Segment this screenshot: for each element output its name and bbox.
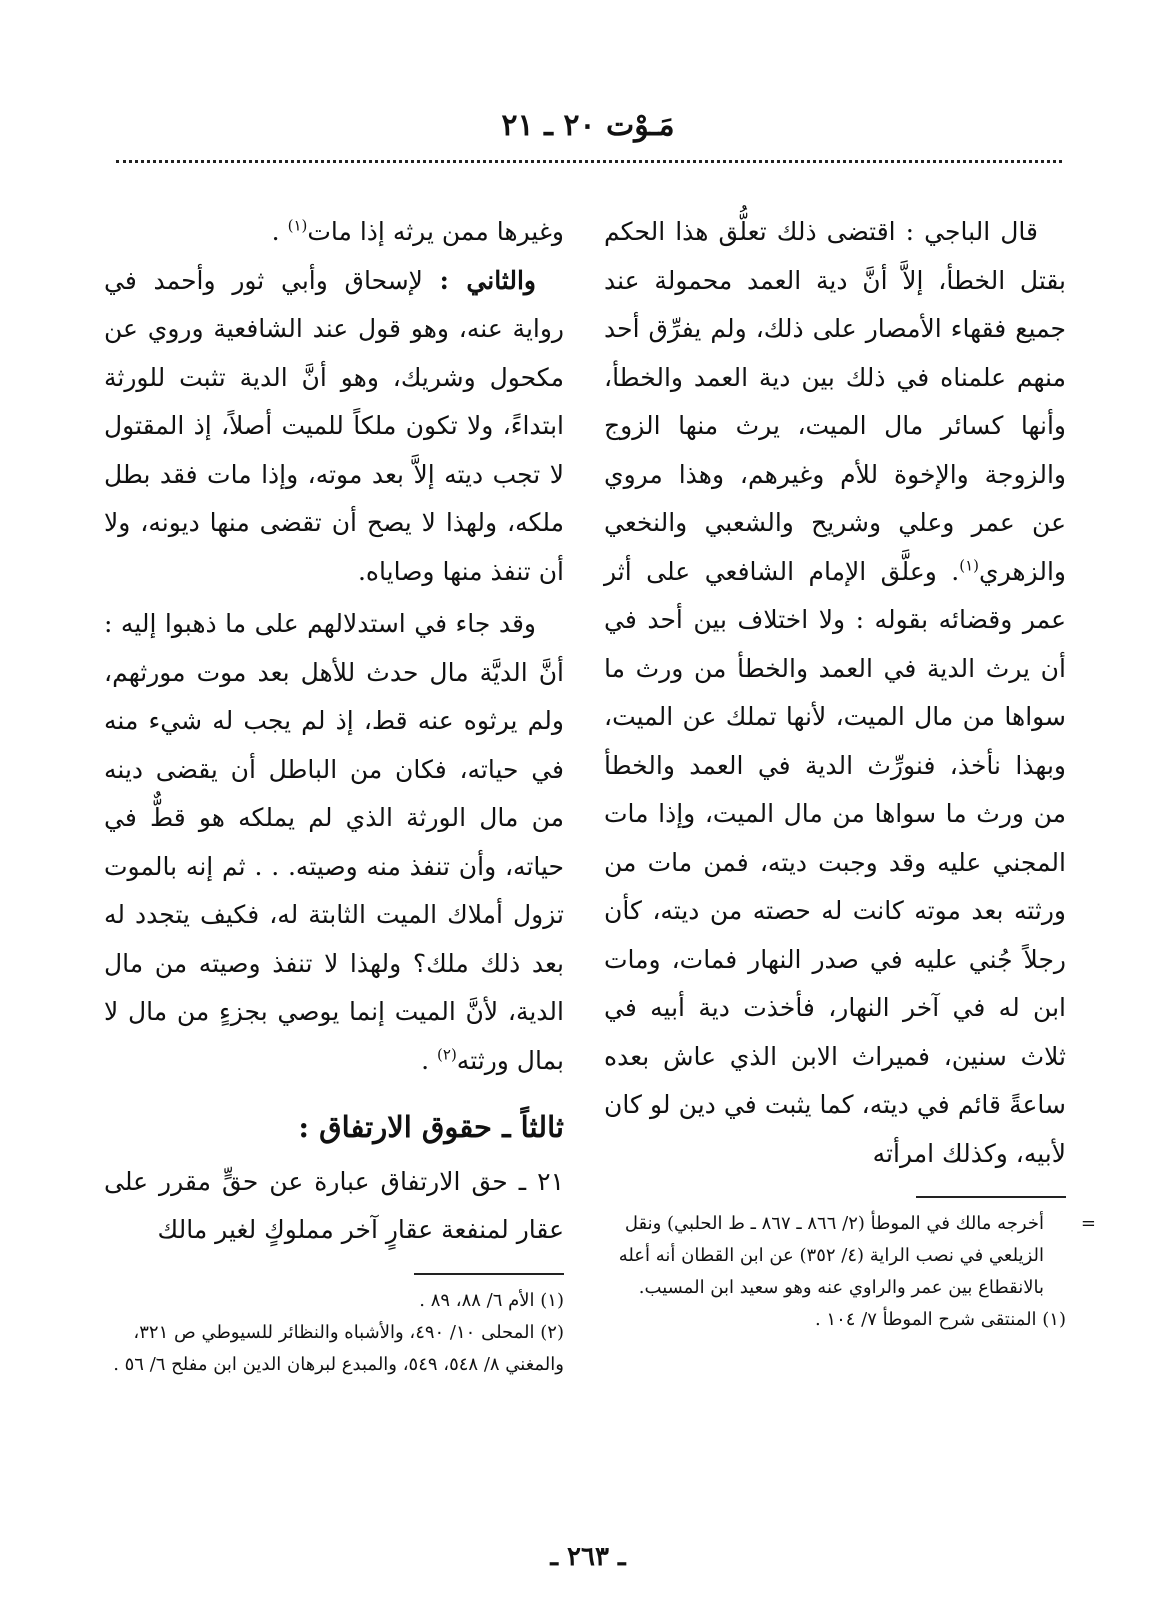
left-paragraph-1: وغيرها ممن يرثه إذا مات$^{(١)}$ . <box>271 216 564 246</box>
section-title: ثالثاً ـ حقوق الارتفاق : <box>298 1110 564 1144</box>
right-paragraph <box>604 208 1066 1178</box>
footnote-separator <box>414 1273 564 1275</box>
right-column <box>604 208 1096 1336</box>
right-paragraph-text-2: . وعلَّق الإمام الشافعي على أثر عمر وقضائه بقوله : ولا اختلاف بين أحد في أن يرث الدية في العمد والخطأ من ورث ما سواها من مال الميت، لأنها تملك عن الميت، وبهذا نأخذ، فنورِّث الدية في العمد والخطأ من ورث ما سواها من مال الميت، وإذا مات المجني عليه وقد وجبت ديته، فمن مات من ورثته بعد موته كانت له حصته من ديته، كأن رجلاً جُني عليه في صدر النهار فمات، ومات ابن له في آخر النهار، فأخذت دية أبيه في ثلاث سنين، فميراث الابن الذي عاش بعده ساعةً قائم في ديته، كما يثبت في دين لو كان لأبيه، وكذلك امرأته <box>604 556 1066 1168</box>
left-paragraph-3-text: وقد جاء في استدلالهم على ما ذهبوا إليه : أنَّ الديَّة مال حدث للأهل بعد موت مورثهم، ولم يرثوه عنه قط، إذ لم يجب له شيء منه في حياته، فكان من الباطل أن يقضى دينه من مال الورثة الذي لم يملكه هو قطٌّ في حياته، وأن تنفذ منه وصيته. . . ثم إنه بالموت تزول أملاك الميت الثابتة له، فكيف يتجدد له بعد ذلك ملك؟ ولهذا لا تنفذ وصيته من مال الدية، لأنَّ الميت إنما يوصي بجزءٍ من مال لا بمال ورثته <box>104 609 564 1075</box>
footnote-separator <box>916 1196 1066 1198</box>
left-paragraph-3: وقد جاء في استدلالهم على ما ذهبوا إليه : أنَّ الديَّة مال حدث للأهل بعد موت مورثهم، ولم يرثوه عنه قط، إذ لم يجب له شيء منه في حياته، فكان من الباطل أن يقضى دينه من مال الورثة الذي لم يملكه هو قطٌّ في حياته، وأن تنفذ منه وصيته. . . ثم إنه بالموت تزول أملاك الميت الثابتة له، فكيف يتجدد له بعد ذلك ملك؟ ولهذا لا تنفذ وصيته من مال الدية، لأنَّ الميت إنما يوصي بجزءٍ من مال لا بمال ورثته$^{(٢)}$ . <box>104 609 564 1075</box>
left-column <box>104 208 564 1381</box>
footnote-item: (١) المنتقى شرح الموطأ ٧/ ١٠٤ . <box>814 1309 1066 1330</box>
left-paragraph-4: ٢١ ـ حق الارتفاق عبارة عن حقٍّ مقرر على عقار لمنفعة عقارٍ آخر مملوكٍ لغير مالك <box>104 1166 564 1244</box>
left-footnotes <box>104 1285 564 1381</box>
header-dotted-rule <box>116 160 1062 163</box>
left-paragraph-2-text: لإسحاق وأبي ثور وأحمد في رواية عنه، وهو قول عند الشافعية وروي عن مكحول وشريك، وهو أنَّ الدية تثبت للورثة ابتداءً، ولا تكون ملكاً للميت أصلاً، إذ المقتول لا تجب ديته إلاَّ بعد موته، وإذا مات فقد بطل ملكه، ولهذا لا يصح أن تقضى منها ديونه، ولا أن تنفذ منها وصاياه. <box>104 265 564 586</box>
second-opinion-lead: والثاني : <box>439 265 536 295</box>
footnote-continuation-text: أخرجه مالك في الموطأ (٢/ ٨٦٦ ـ ٨٦٧ ـ ط الحلبي) ونقل الزيلعي في نصب الراية (٤/ ٣٥٢) عن ابن القطان أنه أعله بالانقطاع بين عمر والراوي عنه وهو سعيد ابن المسيب. <box>618 1213 1044 1298</box>
right-footnotes <box>604 1208 1096 1336</box>
footnote-item: (١) الأم ٦/ ٨٨، ٨٩ . <box>419 1289 564 1311</box>
footnote-ref: (١) <box>959 556 980 575</box>
footnote-continuation <box>604 1208 1096 1304</box>
running-header: مَـوْت ٢٠ ـ ٢١ <box>501 108 675 143</box>
continuation-mark: = <box>1080 1213 1096 1234</box>
left-paragraph-1-text: وغيرها ممن يرثه إذا مات <box>307 217 564 246</box>
footnote-ref: (١) <box>287 216 308 235</box>
page-number: ـ ٢٦٣ ـ <box>550 1542 626 1572</box>
footnote-item: (٢) المحلى ١٠/ ٤٩٠، والأشباه والنظائر للسيوطي ص ٣٢١، والمغني ٨/ ٥٤٨، ٥٤٩، والمبدع لبرهان الدين ابن مفلح ٦/ ٥٦ . <box>113 1321 564 1375</box>
right-paragraph-text-1: قال الباجي : اقتضى ذلك تعلُّق هذا الحكم بقتل الخطأ، إلاَّ أنَّ دية العمد محمولة عند جميع فقهاء الأمصار على ذلك، ولم يفرِّق أحد منهم علمناه في ذلك بين دية العمد والخطأ، وأنها كسائر مال الميت، يرث منها الزوج والزوجة والإخوة للأم وغيرهم، وهذا مروي عن عمر وعلي وشريح والشعبي والنخعي والزهري <box>604 217 1066 586</box>
footnote-ref: (٢) <box>437 1045 457 1064</box>
left-paragraph-2 <box>104 257 564 597</box>
